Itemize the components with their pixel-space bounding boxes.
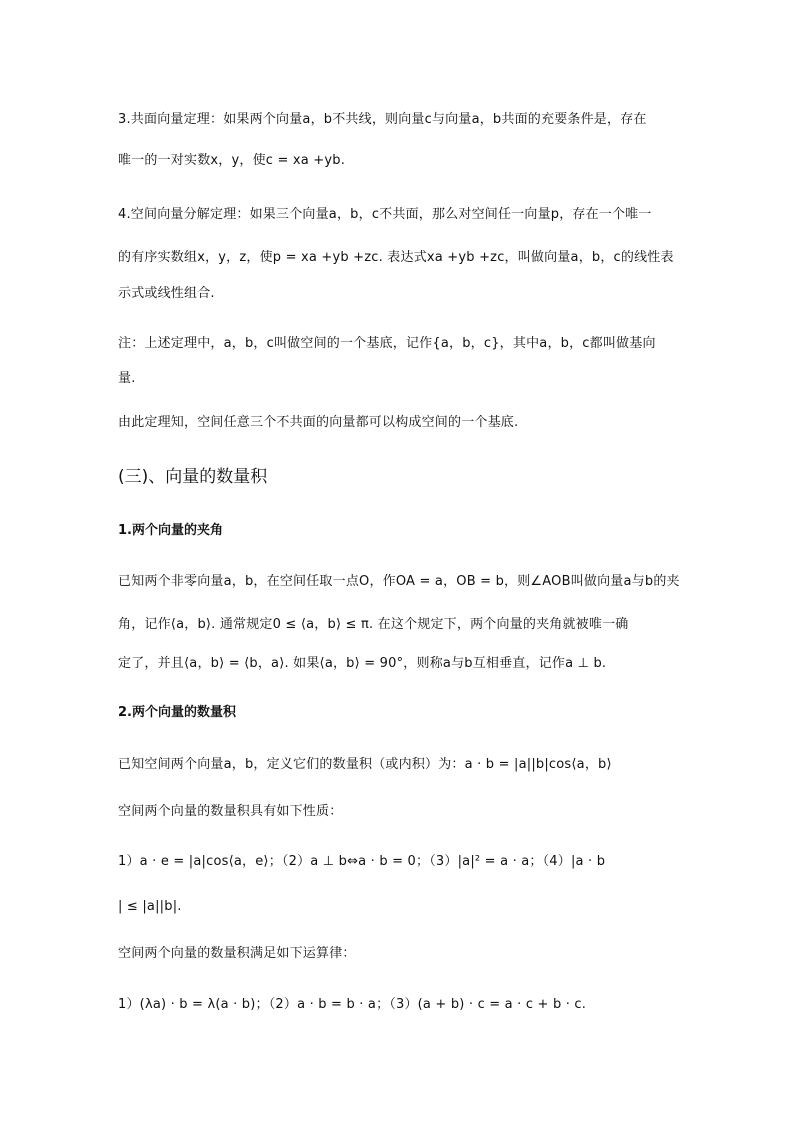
theorem-4-line-2: 的有序实数组x，y，z，使p = xa +yb +zc. 表达式xa +yb +zc，叫做向量a，b，c的线性表 (118, 250, 674, 265)
theorem-4-line-3: 示式或线性组合. (118, 286, 215, 301)
subsection-1-title: 1.两个向量的夹角 (118, 523, 223, 538)
note-line-2: 量. (118, 371, 136, 386)
theorem-3-line-2: 唯一的一对实数x，y，使c = xa +yb. (118, 153, 346, 168)
angle-line-1: 已知两个非零向量a，b，在空间任取一点O，作OA = a，OB = b，则∠AOB叫做向量a与b的夹 (118, 574, 680, 589)
dot-product-line-2: 空间两个向量的数量积具有如下性质： (118, 804, 343, 819)
dot-product-line-6: 1）(λa) · b = λ(a · b)；（2）a · b = b · a；（3）(a + b) · c = a · c + b · c. (118, 997, 587, 1012)
angle-line-3: 定了，并且⟨a，b⟩ = ⟨b，a⟩. 如果⟨a，b⟩ = 90°，则称a与b互相垂直，记作a ⊥ b. (118, 656, 607, 671)
angle-line-2: 角，记作⟨a，b⟩. 通常规定0 ≤ ⟨a，b⟩ ≤ π. 在这个规定下，两个向量的夹角就被唯一确 (118, 617, 629, 632)
section-title: (三)、向量的数量积 (118, 467, 268, 487)
dot-product-line-3: 1）a · e = |a|cos⟨a，e⟩；（2）a ⊥ b⇔a · b = 0；（3）|a|² = a · a；（4）|a · b (118, 854, 606, 869)
theorem-3-line-1: 3.共面向量定理：如果两个向量a，b不共线，则向量c与向量a，b共面的充要条件是，存在 (118, 112, 647, 127)
dot-product-line-5: 空间两个向量的数量积满足如下运算律： (118, 946, 356, 961)
dot-product-line-4: | ≤ |a||b|. (118, 899, 182, 914)
conclusion-line: 由此定理知，空间任意三个不共面的向量都可以构成空间的一个基底. (118, 415, 519, 430)
note-line-1: 注：上述定理中，a，b，c叫做空间的一个基底，记作{a，b，c}，其中a，b，c都叫做基向 (118, 336, 656, 351)
subsection-2-title: 2.两个向量的数量积 (118, 705, 236, 720)
dot-product-line-1: 已知空间两个向量a，b，定义它们的数量积（或内积）为：a · b = |a||b|cos⟨a，b⟩ (118, 757, 612, 772)
theorem-4-line-1: 4.空间向量分解定理：如果三个向量a，b，c不共面，那么对空间任一向量p，存在一个唯一 (118, 207, 652, 222)
